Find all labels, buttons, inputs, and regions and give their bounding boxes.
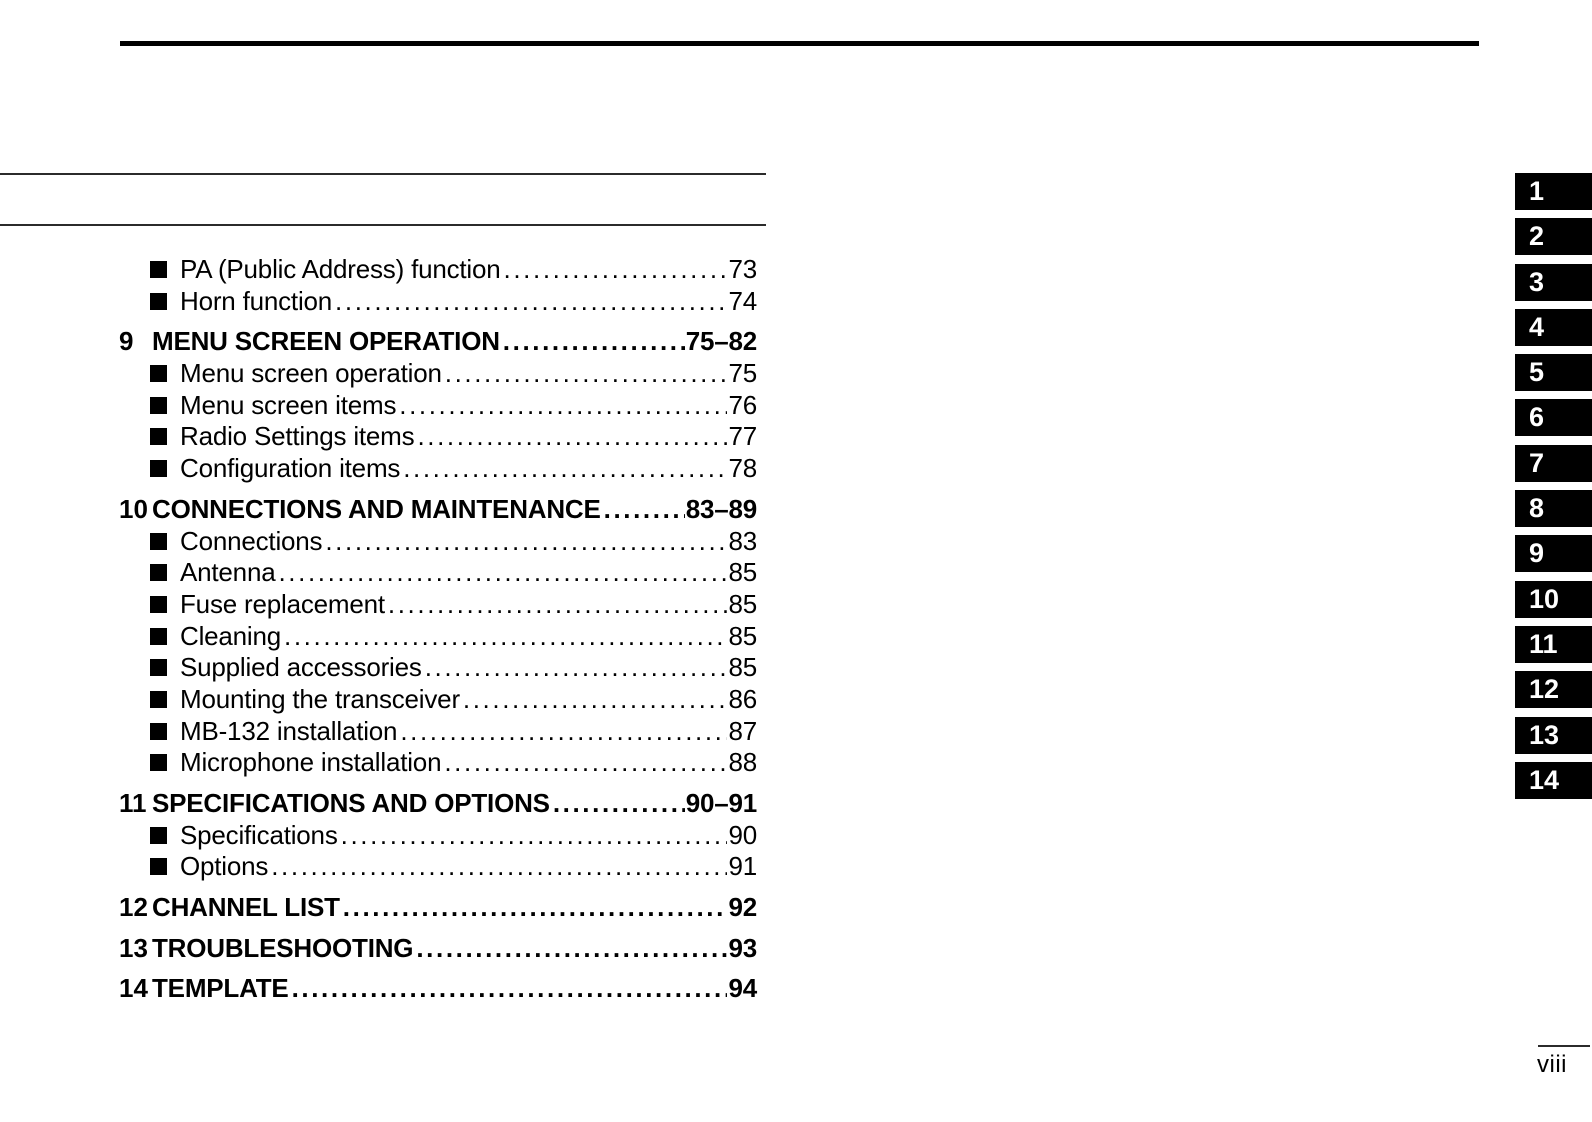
toc-item-page: 77 (728, 421, 757, 452)
toc-item-title: Menu screen items (180, 389, 397, 420)
toc-item-page: 91 (728, 851, 757, 882)
toc-section-row (119, 933, 757, 965)
toc-item-page: 83 (728, 525, 757, 556)
toc-section-number: 10 (119, 493, 148, 524)
toc-item-row (119, 716, 757, 748)
dot-leader (335, 286, 727, 318)
toc-item-row (119, 421, 757, 453)
square-bullet-icon (150, 691, 167, 708)
toc-item-title: MB-132 installation (180, 715, 398, 746)
square-bullet-icon (150, 723, 167, 740)
chapter-tab-4: 4 (1515, 309, 1592, 346)
toc-item-row (119, 526, 757, 558)
toc-item-page: 85 (728, 652, 757, 683)
square-bullet-icon (150, 754, 167, 771)
toc-section-number: 14 (119, 973, 148, 1004)
toc-item-page: 73 (728, 254, 757, 284)
toc-section-title: TROUBLESHOOTING (152, 932, 414, 963)
dot-leader (403, 453, 727, 485)
chapter-tab-5: 5 (1515, 354, 1592, 391)
table-of-contents (119, 254, 757, 1005)
toc-section-number: 13 (119, 932, 148, 963)
toc-item-title: Mounting the transceiver (180, 683, 460, 714)
square-bullet-icon (150, 858, 167, 875)
dot-leader (425, 652, 728, 684)
dot-leader (504, 254, 728, 286)
toc-item-title: Fuse replacement (180, 588, 385, 619)
header-rule-lower (0, 224, 766, 226)
toc-section-number: 11 (119, 788, 147, 818)
dot-leader (278, 557, 727, 589)
toc-item-page: 78 (728, 453, 757, 484)
dot-leader (343, 892, 728, 924)
toc-section-pages: 93 (728, 932, 757, 963)
toc-item-title: Options (180, 851, 269, 882)
toc-item-page: 75 (728, 358, 757, 389)
toc-section-row (119, 788, 757, 820)
toc-section-title: MENU SCREEN OPERATION (152, 326, 500, 357)
chapter-tab-3: 3 (1515, 264, 1592, 301)
dot-leader (400, 716, 727, 748)
toc-item-row (119, 851, 757, 883)
toc-item-row (119, 557, 757, 589)
toc-section-pages: 90–91 (685, 788, 757, 818)
toc-item-title: Cleaning (180, 620, 282, 651)
toc-item-title: Configuration items (180, 453, 401, 484)
chapter-tab-6: 6 (1515, 399, 1592, 436)
square-bullet-icon (150, 659, 167, 676)
toc-item-row (119, 684, 757, 716)
toc-section-number: 12 (119, 892, 148, 923)
toc-section-pages: 94 (728, 973, 757, 1004)
square-bullet-icon (150, 628, 167, 645)
top-rule (120, 41, 1479, 46)
dot-leader (325, 526, 727, 558)
square-bullet-icon (150, 365, 167, 382)
chapter-tab-index (1515, 173, 1592, 807)
toc-item-row (119, 453, 757, 485)
toc-section-title: TEMPLATE (152, 973, 289, 1004)
toc-section-pages: 83–89 (685, 493, 757, 524)
toc-section-title: CONNECTIONS AND MAINTENANCE (152, 493, 601, 524)
toc-item-row (119, 286, 757, 318)
chapter-tab-2: 2 (1515, 218, 1592, 255)
dot-leader (416, 933, 727, 965)
toc-item-page: 87 (728, 715, 757, 746)
dot-leader (445, 358, 728, 390)
toc-section-row (119, 973, 757, 1005)
dot-leader (463, 684, 728, 716)
chapter-tab-13: 13 (1515, 717, 1592, 754)
toc-item-title: Horn function (180, 285, 333, 316)
toc-section-title: CHANNEL LIST (152, 892, 340, 923)
toc-item-title: Radio Settings items (180, 421, 415, 452)
toc-item-title: Specifications (180, 819, 338, 850)
toc-item-title: Antenna (180, 557, 276, 588)
square-bullet-icon (150, 397, 167, 414)
dot-leader (388, 589, 728, 621)
toc-item-row (119, 621, 757, 653)
chapter-tab-11: 11 (1515, 626, 1592, 663)
square-bullet-icon (150, 533, 167, 550)
toc-item-page: 90 (728, 819, 757, 850)
chapter-tab-14: 14 (1515, 762, 1592, 799)
toc-section-row (119, 892, 757, 924)
dot-leader (284, 621, 727, 653)
toc-item-row (119, 820, 757, 852)
toc-item-page: 74 (728, 285, 757, 316)
dot-leader (271, 851, 727, 883)
chapter-tab-9: 9 (1515, 535, 1592, 572)
toc-item-page: 76 (728, 389, 757, 420)
square-bullet-icon (150, 827, 167, 844)
dot-leader (417, 421, 727, 453)
square-bullet-icon (150, 428, 167, 445)
square-bullet-icon (150, 293, 167, 310)
chapter-tab-10: 10 (1515, 581, 1592, 618)
square-bullet-icon (150, 596, 167, 613)
toc-item-page: 85 (728, 588, 757, 619)
toc-section-number: 9 (119, 326, 134, 357)
square-bullet-icon (150, 564, 167, 581)
toc-item-page: 85 (728, 620, 757, 651)
toc-item-title: Supplied accessories (180, 652, 422, 683)
chapter-tab-8: 8 (1515, 490, 1592, 527)
dot-leader (292, 973, 728, 1005)
toc-item-title: PA (Public Address) function (180, 254, 501, 284)
toc-item-row (119, 358, 757, 390)
toc-item-row (119, 747, 757, 779)
toc-section-row (119, 494, 757, 526)
dot-leader (553, 788, 685, 820)
chapter-tab-7: 7 (1515, 445, 1592, 482)
toc-item-title: Connections (180, 525, 323, 556)
toc-section-pages: 92 (728, 892, 757, 923)
toc-item-title: Menu screen operation (180, 358, 442, 389)
chapter-tab-12: 12 (1515, 671, 1592, 708)
chapter-tab-1: 1 (1515, 173, 1592, 210)
dot-leader (604, 494, 685, 526)
toc-item-page: 86 (728, 683, 757, 714)
toc-item-title: Microphone installation (180, 747, 442, 778)
toc-item-row (119, 390, 757, 422)
toc-item-row (119, 652, 757, 684)
dot-leader (503, 326, 685, 358)
toc-item-page: 85 (728, 557, 757, 588)
footer-rule (1538, 1045, 1590, 1047)
toc-section-title: SPECIFICATIONS AND OPTIONS (152, 788, 550, 818)
header-rule-upper (0, 173, 766, 175)
square-bullet-icon (150, 460, 167, 477)
square-bullet-icon (150, 261, 167, 278)
toc-section-row (119, 326, 757, 358)
toc-item-row (119, 589, 757, 621)
toc-section-pages: 75–82 (685, 326, 757, 357)
page-number: viii (1537, 1051, 1567, 1078)
toc-item-row (119, 254, 757, 286)
toc-item-page: 88 (728, 747, 757, 778)
dot-leader (341, 820, 728, 852)
dot-leader (399, 390, 727, 422)
dot-leader (444, 747, 727, 779)
